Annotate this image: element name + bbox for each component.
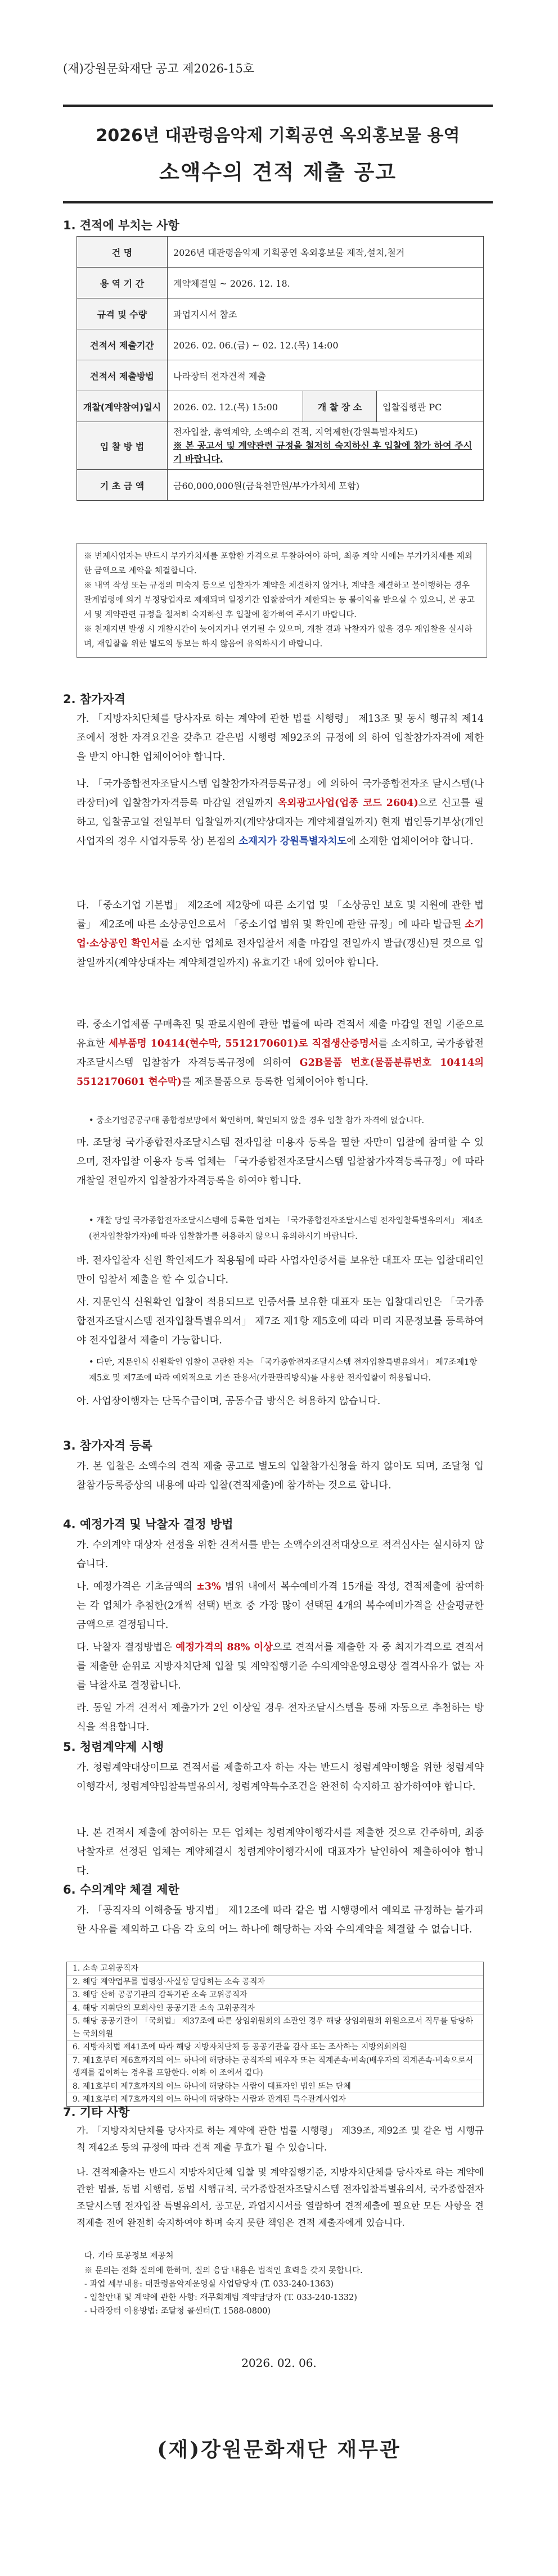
table-row [77, 298, 484, 329]
section-7-heading: 7. 기타 사항 [63, 2106, 130, 2119]
contact-line: - 나라장터 이용방법: 조달청 콜센터(T. 1588-0800) [84, 2307, 271, 2316]
s2-na-text: 나. 「국가종합전자조달시스템 입찰참가자격등록규정」에 의하여 국가종합전자조 달시스템(나라장터)에 입찰참가자격등록 마감일 전일까지 [76, 778, 484, 809]
row-label: 건 명 [77, 237, 168, 268]
s2-a: 아. 사업장이행자는 단독수급이며, 공동수급 방식은 허용하지 않습니다. [76, 1396, 381, 1407]
s4-da-text: 다. 낙찰자 결정방법은 [76, 1642, 176, 1653]
s2-na [76, 775, 484, 851]
table-row [77, 470, 484, 501]
s2-note3: • 다만, 지문인식 신원확인 입찰이 곤란한 자는 「국가종합전자조달시스템 전자입찰특별유의서」 제7조제1항제5호 및 제7조에 따라 예외적으로 기존 관용서(가관관리방식)를 사용한 전자입찰이 허용됩니다. [89, 1358, 478, 1383]
section-6-heading: 6. 수의계약 체결 제한 [63, 1883, 179, 1896]
contact-line: - 입찰안내 및 계약에 관한 사항: 재무회계팀 계약담당자 (T. 033-240-1332) [84, 2293, 357, 2302]
s3-ga: 가. 본 입찰은 소액수의 견적 제출 공고로 별도의 입찰참가신청을 하지 않아도 되며, 조달청 입찰참가등록증상의 내용에 따라 입찰(견적제출)에 참가하는 것으로 합니다. [76, 1461, 484, 1491]
table-row [77, 237, 484, 268]
s2-ma: 마. 조달청 국가종합전자조달시스템 전자입찰 이용자 등록을 필한 자만이 입찰에 참여할 수 있으며, 전자입찰 이용자 등록 업체는 「국가종합전자조달시스템 입찰참가자격등록규정」에 따라 개찰일 전일까지 입찰참가자격등록을 하여야 합니다. [76, 1137, 484, 1187]
s2-na-highlight: 옥외광고사업(업종 코드 2604) [277, 798, 418, 809]
s2-ra-text: 를 소지하고, 국가종합전자조달시스템 입찰참가 자격등록규정에 의하여 [76, 1038, 484, 1069]
s2-note1: • 중소기업공공구매 종합정보망에서 확인하며, 확인되지 않을 경우 입찰 참가 자격에 없습니다. [89, 1116, 425, 1125]
s2-note2: • 개찰 당일 국가종합전자조달시스템에 등록한 업체는 「국가종합전자조달시스템 전자입찰특별유의서」 제4조(전자입찰참가자)에 따라 입찰참가를 허용하지 않으니 유의하시기 바랍니다. [89, 1216, 483, 1241]
restriction-list [66, 1962, 484, 2107]
row-label: 기 초 금 액 [77, 470, 168, 501]
s2-ba: 바. 전자입찰자 신원 확인제도가 적용됨에 따라 사업자인증서를 보유한 대표자 또는 입찰대리인만이 입찰서 제출을 할 수 있습니다. [76, 1255, 484, 1285]
s5-ga: 가. 청렴계약대상이므로 견적서를 제출하고자 하는 자는 반드시 청렴계약이행을 위한 청렴계약이행각서, 청렴계약입찰특별유의서, 청렴계약특수조건을 완전히 숙지하고 참가하여야 합니다. [76, 1762, 484, 1792]
bid-method: 전자입찰, 총액계약, 소액수의 견적, 지역제한(강원특별자치도) [173, 427, 418, 437]
s2-sa: 사. 지문인식 신원확인 입찰이 적용되므로 인증서를 보유한 대표자 또는 입찰대리인은 「국가종합전자조달시스템 전자입찰특별유의서」 제7조 제1항 제5호에 따라 미리 지문정보를 등록하여야 전자입찰서 제출이 가능합니다. [76, 1297, 484, 1346]
s2-na-text: 에 소재한 업체이어야 합니다. [346, 836, 474, 847]
list-item: 3. 해당 산하 공공기관의 감독기관 소속 고위공직자 [67, 1988, 483, 2002]
s2-da-highlight: 소기업·소상공인 확인서 [76, 919, 484, 949]
s2-ra [76, 1015, 484, 1092]
row-value: 입찰집행관 PC [377, 391, 484, 422]
list-item: 8. 제1호부터 제7호까지의 어느 하나에 해당하는 사람이 대표자인 법인 또는 단체 [67, 2080, 483, 2093]
s4-ga: 가. 수의계약 대상자 선정을 위한 견적서를 받는 소액수의견적대상으로 적격심사는 실시하지 않습니다. [76, 1540, 484, 1570]
s2-na-text: 으로 신고를 필하고, 입찰공고일 전일부터 입찰일까지(계약상대자는 계약체결일까지) 현재 법인등기부상(개인사업자의 경우 사업자등록 상) 본점의 [76, 798, 484, 847]
row-label: 개 찰 장 소 [303, 391, 377, 422]
notice-item: ※ 천재지변 발생 시 개찰시간이 늦어지거나 연기될 수 있으며, 개찰 결과 낙찰자가 없을 경우 재입찰을 실시하며, 재입찰을 위한 별도의 통보는 하지 않음에 유의하시기 바랍니다. [84, 625, 472, 649]
list-item: 1. 소속 고위공직자 [73, 1964, 138, 1973]
row-value: 과업지시서 참조 [168, 298, 484, 329]
s7-da: 다. 기타 토공정보 제공처 [84, 2252, 174, 2261]
list-item: 5. 해당 공공기관이 「국회법」 제37조에 따른 상임위원회의 소관인 경우 해당 상임위원회 위원으로서 직무를 담당하는 국회의원 [67, 2014, 483, 2040]
s4-na-text: 범위 내에서 복수예비가격 15개를 작성, 견적제출에 참여하는 각 업체가 추첨한(2개씩 선택) 번호 중 가장 많이 선택된 4개의 복수예비가격을 산술평균한 금액으로 결정됩니다. [76, 1581, 484, 1631]
s4-ra: 라. 동일 가격 견적서 제출가가 2인 이상일 경우 전자조달시스템을 통해 자동으로 추첨하는 방식을 적용합니다. [76, 1703, 484, 1733]
section-1-heading: 1. 견적에 부치는 사항 [63, 219, 179, 232]
s2-ra-text: 라. 중소기업제품 구매촉진 및 판로지원에 관한 법률에 따라 견적서 제출 마감일 전일 기준으로 유효한 [76, 1019, 484, 1049]
row-value: 2026년 대관령음악제 기획공연 옥외홍보물 제작,설치,철거 [168, 237, 484, 268]
issuer-org: (재)강원문화재단 재무관 [157, 2438, 401, 2461]
s6-ga: 가. 「공직자의 이해충돌 방지법」 제12조에 따라 같은 법 시행령에서 예외로 규정하는 불가피한 사유를 제외하고 다음 각 호의 어느 하나에 해당하는 자와 수의계약을 체결할 수 없습니다. [76, 1905, 484, 1935]
section-4-heading: 4. 예정가격 및 낙찰자 결정 방법 [63, 1518, 233, 1531]
row-value: 2026. 02. 06.(금) ~ 02. 12.(목) 14:00 [168, 329, 484, 360]
contact-note: ※ 문의는 전화 질의에 한하며, 질의 응답 내용은 법적인 효력을 갖지 못합니다. [84, 2266, 363, 2275]
s4-na-text: 나. 예정가격은 기초금액의 [76, 1581, 197, 1592]
list-item: 6. 지방자치법 제41조에 따라 해당 지방자치단체 등 공공기관을 감사 또는 조사하는 지방의회의원 [67, 2040, 483, 2054]
title-box [63, 105, 493, 203]
s2-ra-text: 를 제조물품으로 등록한 업체이어야 합니다. [181, 1076, 368, 1088]
s2-ra-highlight: G2B물품 번호(물품분류번호 10414의 5512170601 현수막) [76, 1057, 484, 1088]
notice-item: ※ 내역 작성 또는 규정의 미숙지 등으로 입찰자가 계약을 체결하지 않거나, 계약을 체결하고 불이행하는 경우 관계법령에 의거 부정당업자로 제재되며 일정기간 입찰참여가 제한되는 등 불이익을 받으실 수 있으니, 본 공고서 및 계약관련 규정을 철저히 숙지하신 후 입찰에 참가하여 주시기 바랍니다. [84, 581, 475, 619]
row-label: 입 찰 방 법 [77, 422, 168, 470]
row-label: 개찰(계약참여)일시 [77, 391, 168, 422]
s4-da-text: 으로 견적서를 제출한 자 중 최저가격으로 견적서를 제출한 순위로 지방자치단체 입찰 및 계약집행기준 수의계약운영요령상 결격사유가 없는 자를 낙찰자로 결정합니다. [76, 1642, 484, 1691]
table-row [77, 422, 484, 470]
notice-date: 2026. 02. 06. [241, 2356, 317, 2370]
notice-item: ※ 변제사업자는 반드시 부가가치세를 포함한 가격으로 투찰하여야 하며, 최종 계약 시에는 부가가치세를 제외한 금액으로 계약을 체결합니다. [84, 552, 472, 576]
section-5-heading: 5. 청렴계약제 시행 [63, 1740, 164, 1754]
row-label: 규격 및 수량 [77, 298, 168, 329]
row-label: 용 역 기 간 [77, 268, 168, 298]
list-item: 7. 제1호부터 제6호까지의 어느 하나에 해당하는 공직자의 배우자 또는 직계존속·비속(배우자의 직계존속·비속으로서 생계를 같이하는 경우를 포함한다. 이하 이 조에서 같다) [67, 2054, 483, 2080]
row-value: 금60,000,000원(금육천만원/부가가치세 포함) [168, 470, 484, 501]
s2-da [76, 896, 484, 972]
row-label: 견적서 제출기간 [77, 329, 168, 360]
row-value: 계약체결일 ~ 2026. 12. 18. [168, 268, 484, 298]
s2-ga: 가. 「지방자치단체를 당사자로 하는 계약에 관한 법률 시행령」 제13조 및 동시 행규칙 제14조에서 정한 자격요건을 갖추고 같은법 시행령 제92조의 규정에 의 하여 입찰참가자격에 제한을 받지 아니한 업체이어야 합니다. [76, 713, 484, 763]
s4-da-highlight: 예정가격의 88% 이상 [176, 1642, 273, 1653]
s5-na: 나. 본 견적서 제출에 참여하는 모든 업체는 청렴계약이행각서를 제출한 것으로 간주하며, 최종 낙찰자로 선정된 업체는 계약체결시 청렴계약이행각서에 대표자가 날인하여 제출하여야 합니다. [76, 1827, 484, 1877]
table-row [77, 391, 484, 422]
s4-da [76, 1638, 484, 1695]
s2-da-text: 다. 「중소기업 기본법」 제2조에 제2항에 따른 소기업 및 「소상공인 보호 및 지원에 관한 법률」 제2조에 따른 소상공인으로서 「중소기업 범위 및 확인에 관한 규정」에 따라 발급된 [76, 900, 484, 930]
table-row [77, 360, 484, 391]
s4-na-highlight: ±3% [196, 1581, 221, 1592]
row-value [168, 422, 484, 470]
title-line1: 2026년 대관령음악제 기획공연 옥외홍보물 용역 [96, 126, 460, 146]
list-item: 4. 해당 지휘단의 모회사인 공공기관 소속 고위공직자 [67, 2002, 483, 2015]
s7-na: 나. 견적제출자는 반드시 지방자치단체 입찰 및 계약집행기준, 지방자치단체를 당사자로 하는 계약에 관한 법률, 동법 시행령, 동법 시행규칙, 국가종합전자조달시스템 전자입찰특별유의서, 국가종합전자조달시스템 전자입찰 특별유의서, 공고문, 과업지시서를 열람하여 견적제출에 필요한 모든 사항을 견적제출 전에 완전히 숙지하여야 하며 숙지 못한 책임은 견적 제출자에게 있습니다. [76, 2167, 484, 2228]
list-item: 2. 해당 계약업무를 법령상·사실상 담당하는 소속 공직자 [67, 1975, 483, 1989]
s4-na [76, 1577, 484, 1635]
section-3-heading: 3. 참가자격 등록 [63, 1439, 152, 1452]
table-row [77, 268, 484, 298]
table-row [77, 329, 484, 360]
contact-line: - 과업 세부내용: 대관령음악제운영실 사업담당자 (T. 033-240-1363) [84, 2280, 334, 2289]
list-item: 9. 제1호부터 제7호까지의 어느 하나에 해당하는 사람과 관계된 특수관계사업자 [67, 2093, 483, 2106]
row-label: 견적서 제출방법 [77, 360, 168, 391]
s7-ga: 가. 「지방자치단체를 당사자로 하는 계약에 관한 법률 시행령」 제39조, 제92조 및 같은 법 시행규칙 제42조 등의 규정에 따라 견적 제출 무효가 될 수 있습니다. [76, 2125, 484, 2153]
row-value: 2026. 02. 12.(목) 15:00 [168, 391, 303, 422]
info-table [76, 236, 484, 501]
s2-na-highlight: 소재지가 강원특별자치도 [238, 836, 347, 847]
s2-ra-highlight: 세부품명 10414(현수막, 5512170601)로 직접생산증명서 [109, 1038, 379, 1049]
title-line2: 소액수의 견적 제출 공고 [159, 160, 397, 184]
bid-method-note: ※ 본 공고서 및 계약관련 규정을 철저히 숙지하신 후 입찰에 참가 하여 주시기 바랍니다. [173, 440, 472, 464]
notice-box [76, 543, 487, 658]
row-value: 나라장터 전자견적 제출 [168, 360, 484, 391]
section-2-heading: 2. 참가자격 [63, 692, 126, 706]
s2-da-text: 를 소지한 업체로 전자입찰서 제출 마감일 전일까지 발급(갱신)된 것으로 입찰일까지(계약상대자는 계약체결일까지) 유효기간 내에 있어야 합니다. [76, 938, 484, 968]
doc-number: (재)강원문화재단 공고 제2026-15호 [63, 62, 255, 75]
